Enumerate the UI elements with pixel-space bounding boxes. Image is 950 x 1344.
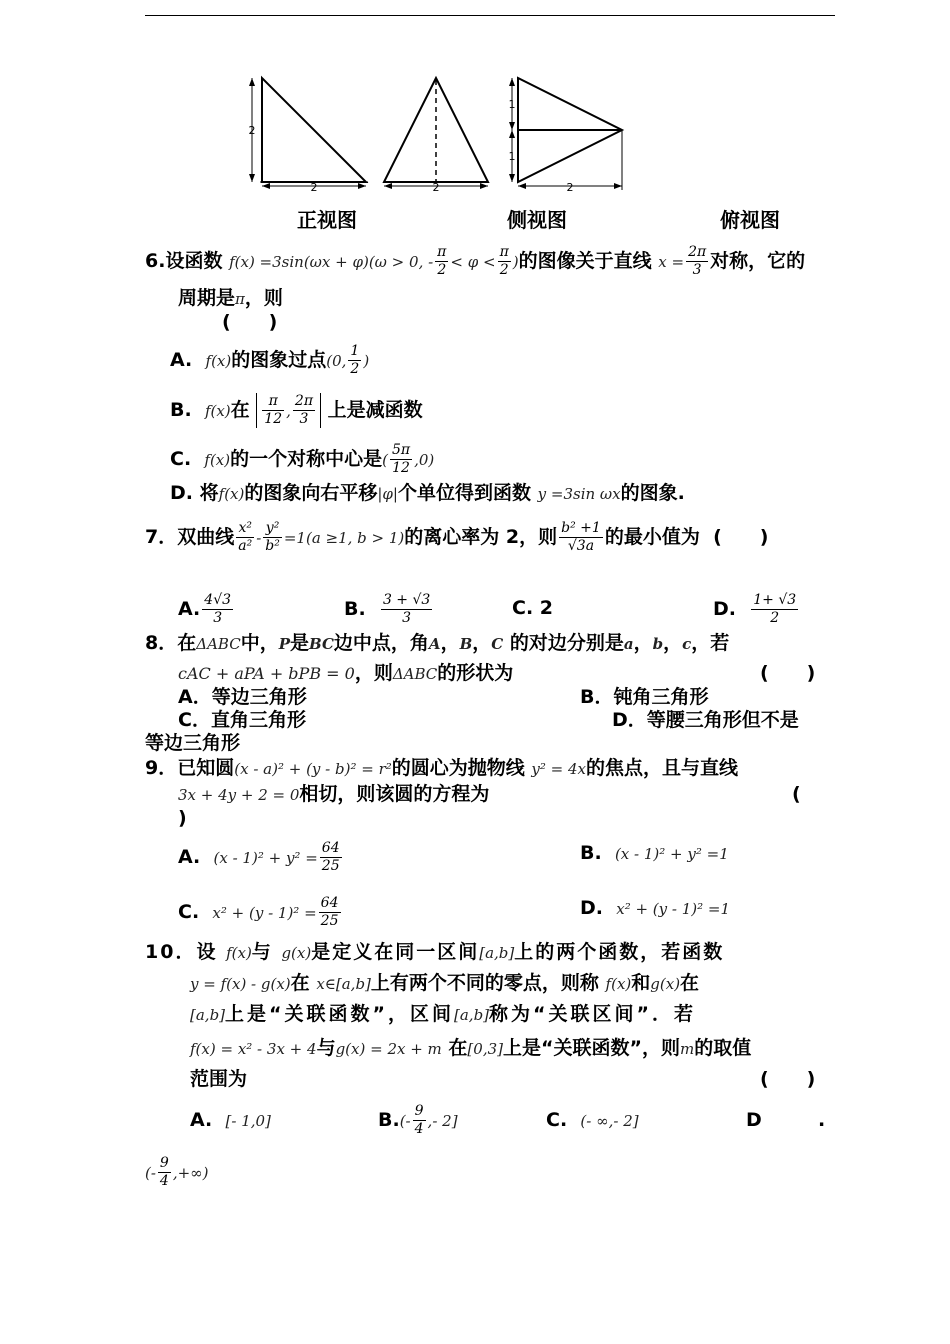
q6-frac-c: $\frac{2\pi}{3}$ xyxy=(688,244,707,278)
q7-option-d: D. $\frac{1+ √3}{2}$ xyxy=(713,592,797,626)
q8-option-a: A．等边三角形 xyxy=(178,686,307,708)
q6-stem-line2: 周期是π，则 xyxy=(178,287,283,309)
q10-stem-line1: 10．设 f(x)与 g(x)是定义在同一区间[a,b]上的两个函数，若函数 xyxy=(145,941,725,963)
q8-stem-line2: cAC + aPA + bPB = 0，则ΔABC的形状为 xyxy=(178,662,514,684)
q7-option-b: B. $\frac{3 + √3}{3}$ xyxy=(344,592,431,626)
side-width-dim: 2 xyxy=(432,181,440,194)
top-upper-dim: 1 xyxy=(508,98,516,111)
q10-stem-line2: y = f(x) - g(x)在 x∈[a,b]上有两个不同的零点，则称 f(x)和g(x)在 xyxy=(190,972,700,994)
q9-blank-right: ) xyxy=(178,807,187,829)
q6-option-d: D. 将f(x)的图象向右平移|φ|个单位得到函数 y =3sin ωx的图象. xyxy=(170,482,685,504)
q9-option-b: B. (x - 1)² + y² =1 xyxy=(580,842,729,864)
q10-option-a: A. [- 1,0] xyxy=(190,1109,271,1131)
q7-option-c: C. 2 xyxy=(512,597,554,619)
top-view-label: 俯视图 xyxy=(720,208,780,232)
top-lower-dim: 1 xyxy=(508,150,516,163)
q10-option-c: C. (- ∞,- 2] xyxy=(546,1109,639,1131)
front-view-label: 正视图 xyxy=(297,208,357,232)
top-rule xyxy=(145,15,835,16)
q6-answer-blank: ( ) xyxy=(222,311,278,333)
q9-stem-line1: 9．已知圆(x - a)² + (y - b)² = r²的圆心为抛物线 y² = 4x的焦点，且与直线 xyxy=(145,757,739,779)
q9-option-c: C. x² + (y - 1)² = $\frac{64}{25}$ xyxy=(178,895,339,929)
q9-stem-line2: 3x + 4y + 2 = 0相切，则该圆的方程为 xyxy=(178,783,490,805)
q10-option-b: B.(- $\frac{9}{4}$ ,- 2] xyxy=(378,1103,458,1137)
q9-option-a: A. (x - 1)² + y² = $\frac{64}{25}$ xyxy=(178,840,340,874)
q6-stem-line1: 6.设函数 f(x) =3sin(ωx + φ)(ω > 0, - $\frac{\pi}{2}$ < φ < $\frac{\pi}{2}$ )的图像关于直线 x = $\frac{2\pi}{3}$ 对称，它的 xyxy=(145,244,806,278)
q6-option-b-interval: $\frac{\pi}{12}$ , $\frac{2\pi}{3}$ xyxy=(256,393,321,428)
q8-answer-blank: ( ) xyxy=(760,662,816,684)
q6-frac-b: $\frac{\pi}{2}$ xyxy=(499,244,509,278)
q8-option-c: C．直角三角形 xyxy=(178,709,306,731)
q10-option-d-label: D xyxy=(746,1109,762,1131)
q10-option-d-dot: . xyxy=(818,1109,826,1131)
q8-stem-line1: 8．在ΔABC中，P是BC边中点，角A，B，C 的对边分别是a，b，c，若 xyxy=(145,632,730,654)
q6-option-c: C. f(x)的一个对称中心是( $\frac{5\pi}{12}$ ,0) xyxy=(170,442,435,476)
side-view-label: 侧视图 xyxy=(507,208,567,232)
top-width-dim: 2 xyxy=(566,181,574,194)
q9-blank-left: ( xyxy=(792,783,801,805)
q10-stem-line3: [a,b]上是“关联函数”，区间[a,b]称为“关联区间”．若 xyxy=(190,1003,697,1025)
q6-stem-text: 6.设函数 xyxy=(145,250,223,272)
q9-option-d: D. x² + (y - 1)² =1 xyxy=(580,897,731,919)
front-height-dim: 2 xyxy=(248,124,256,137)
q7-option-a: A. $\frac{4√3}{3}$ xyxy=(178,592,232,626)
q10-stem-line5: 范围为 xyxy=(190,1068,248,1090)
three-view-figure xyxy=(230,60,650,200)
q7-stem: 7．双曲线 $\frac{\text{x²}}{\text{a²}}$ - $\frac{\text{y²}}{\text{b²}}$ =1(a ≥1, b > 1)的离心率为 2，则 $\frac{\text{b² +1}}{√3a}$ 的最小值为 ( ) xyxy=(145,520,769,554)
q6-frac-a: $\frac{\pi}{2}$ xyxy=(437,244,447,278)
q10-answer-blank: ( ) xyxy=(760,1068,816,1090)
q10-stem-line4: f(x) = x² - 3x + 4与g(x) = 2x + m 在[0,3]上是“关联函数”，则m的取值 xyxy=(190,1037,752,1059)
front-width-dim: 2 xyxy=(310,181,318,194)
q6-function: f(x) =3sin(ωx + φ)(ω > 0, - xyxy=(229,253,434,271)
q10-option-d: (- $\frac{9}{4}$ ,+∞) xyxy=(145,1155,209,1189)
front-view-shape xyxy=(262,78,366,182)
q8-option-d: D．等腰三角形但不是 xyxy=(612,709,799,731)
q6-option-b: B. f(x)在 $\frac{\pi}{12}$ , $\frac{2\pi}{3}$ 上是减函数 xyxy=(170,393,423,427)
q8-option-d-cont: 等边三角形 xyxy=(145,732,241,754)
q6-option-a: A. f(x)的图象过点(0, $\frac{1}{2}$ ) xyxy=(170,343,370,377)
q8-option-b: B．钝角三角形 xyxy=(580,686,709,708)
